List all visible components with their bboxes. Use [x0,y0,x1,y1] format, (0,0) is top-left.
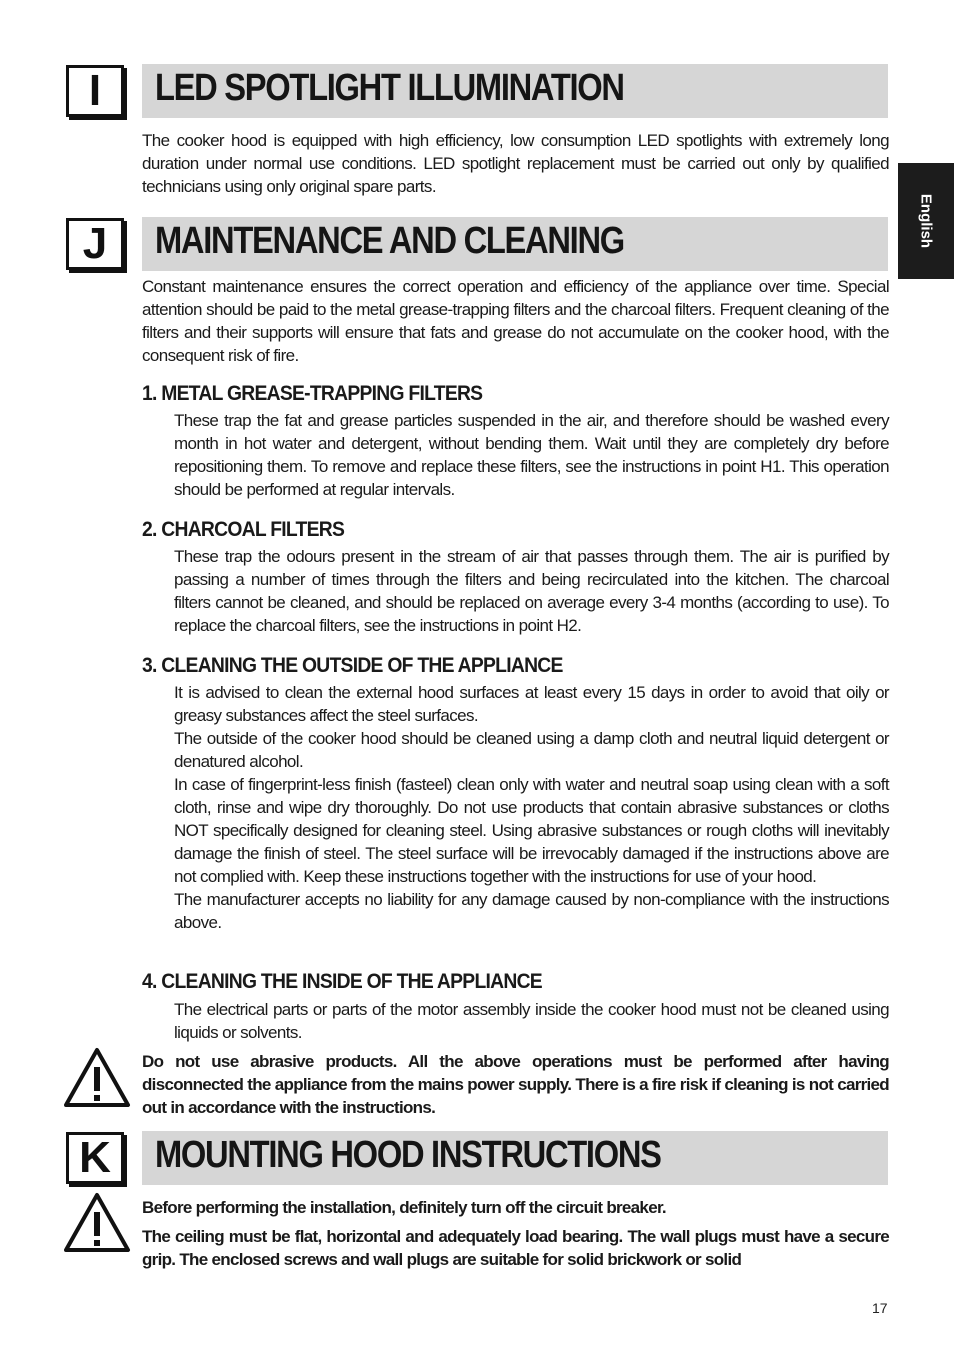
warning-triangle-icon [63,1047,131,1109]
subsection-3-title: 3. CLEANING THE OUTSIDE OF THE APPLIANCE [142,654,563,677]
subsection-3-para-1: It is advised to clean the external hood surfaces at least every 15 days in order to avoid that oily or greasy substances affect the steel surfaces. [174,683,889,725]
subsection-4-text: The electrical parts or parts of the motor assembly inside the cooker hood must not be cleaned using liquids or solvents. [174,1000,889,1042]
subsection-3-para-3: In case of fingerprint-less finish (fasteel) clean only with water and neutral soap using clean with a soft cloth, rinse and wipe dry thoroughly. Do not use products that contain abrasive substances or cloths NOT specifically designed for cleaning steel. Using abrasive substances or rough cloths will inevitably damage the finish of steel. The steel surface will be irrevocably damaged if the instructions above are not complied with. Keep these instructions together with the instructions for use of your hood. [174,775,889,886]
subsection-2-title: 2. CHARCOAL FILTERS [142,518,345,541]
section-j-intro: Constant maintenance ensures the correct operation and efficiency of the appliance over time. Special attention should be paid to the metal grease-trapping filters and the charcoal filters. Frequent cleaning of the filters and their supports will ensure that fats and grease do not accumulate on the cooker hood, with the consequent risk of fire. [142,277,889,365]
installation-warning-1: Before performing the installation, definitely turn off the circuit breaker. [142,1198,666,1217]
language-tab-label: English [917,193,935,249]
language-tab [898,163,954,279]
subsection-2-text: These trap the odours present in the stream of air that passes through them. The air is purified by passing a number of times through the filters and being recirculated into the kitchen. The charcoal filters cannot be cleaned, and should be replaced on average every 3-4 months (according to use). To replace the charcoal filters, see the instructions in point H2. [174,547,889,635]
section-i-title: LED SPOTLIGHT ILLUMINATION [155,67,624,109]
section-i-text: The cooker hood is equipped with high efficiency, low consumption LED spotlights with extremely long duration under normal use conditions. LED spotlight replacement must be carried out only by qualified technicians using only original spare parts. [142,131,889,196]
subsection-4-title: 4. CLEANING THE INSIDE OF THE APPLIANCE [142,970,542,993]
section-i-titlebar [142,64,888,118]
section-j-title: MAINTENANCE AND CLEANING [155,220,624,262]
subsection-1-text: These trap the fat and grease particles suspended in the air, and therefore should be washed every month in hot water and detergent, without bending them. Wait until they are completely dry before repositioning them. To remove and replace these filters, see the instructions in point H1. This operation should be performed at regular intervals. [174,411,889,499]
subsection-3-para-4: The manufacturer accepts no liability for any damage caused by non-compliance with the instructions above. [174,890,889,932]
warning-triangle-icon [63,1192,131,1254]
subsection-3-body [174,681,889,934]
page-number: 17 [872,1300,888,1316]
subsection-1-title: 1. METAL GREASE-TRAPPING FILTERS [142,382,483,405]
section-j-badge: J [66,218,124,270]
section-k-titlebar [142,1131,888,1185]
subsection-3-para-2: The outside of the cooker hood should be cleaned using a damp cloth and neutral liquid detergent or denatured alcohol. [174,729,889,771]
maintenance-warning-text: Do not use abrasive products. All the above operations must be performed after having disconnected the appliance from the mains power supply. There is a fire risk if cleaning is not carried out in accordance with the instructions. [142,1052,889,1117]
section-k-badge: K [66,1132,124,1184]
section-k-title: MOUNTING HOOD INSTRUCTIONS [155,1134,661,1176]
section-j-titlebar [142,217,888,271]
installation-warning-2: The ceiling must be flat, horizontal and adequately load bearing. The wall plugs must have a secure grip. The enclosed screws and wall plugs are suitable for solid brickwork or solid [142,1227,889,1269]
section-i-badge: I [66,65,124,117]
